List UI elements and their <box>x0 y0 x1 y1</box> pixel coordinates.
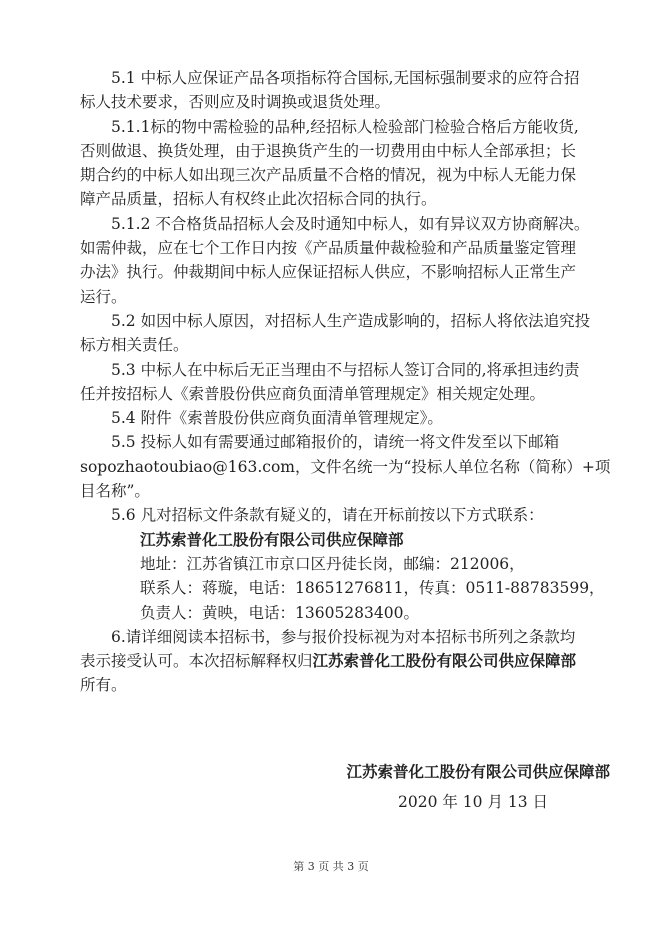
text-line: 江苏索普化工股份有限公司供应保障部 <box>140 529 404 549</box>
text-line: 障产品质量，招标人有权终止此次招标合同的执行。 <box>80 190 437 209</box>
text-line: 5.2 如因中标人原因，对招标人生产造成影响的，招标人将依法追究投 <box>111 311 591 330</box>
paragraph-5-4 <box>80 406 600 430</box>
document-body <box>80 66 611 698</box>
text-line: 期合约的中标人如出现三次产品质量不合格的情况，视为中标人无能力保 <box>80 166 577 185</box>
paragraph-5-1 <box>80 66 600 115</box>
text-line: 标方相关责任。 <box>80 336 189 355</box>
text-line: 任并按招标人《索普股份供应商负面清单管理规定》相关规定处理。 <box>80 384 546 403</box>
paragraph-5-2 <box>80 309 600 358</box>
text-line: 所有。 <box>80 676 127 695</box>
text-line: 联系人：蒋璇，电话：18651276811，传真：0511-88783599， <box>140 579 605 598</box>
text-line: 如需仲裁，应在七个工作日内按《产品质量仲裁检验和产品质量鉴定管理 <box>80 239 577 258</box>
paragraph-5-1-1 <box>80 115 600 212</box>
text-line: 否则做退、换货处理，由于退换货产生的一切费用由中标人全部承担；长 <box>80 141 577 160</box>
paragraph-5-5 <box>80 430 611 503</box>
text-line: 目名称”。 <box>80 482 150 501</box>
text-line: 5.4 附件《索普股份供应商负面清单管理规定》。 <box>111 409 443 428</box>
text-line: 表示接受认可。本次招标解释权归江苏索普化工股份有限公司供应保障部 <box>80 651 577 671</box>
text-line: 标人技术要求，否则应及时调换或退货处理。 <box>80 93 391 112</box>
company-name: 江苏索普化工股份有限公司供应保障部 <box>312 651 577 671</box>
text-line: 地址：江苏省镇江市京口区丹徒长岗，邮编：212006， <box>140 554 525 573</box>
text-line: 5.6 凡对招标文件条款有疑义的，请在开标前按以下方式联系： <box>111 506 544 525</box>
text-line: sopozhaotoubiao@163.com，文件名统一为“投标人单位名称（简称）+项 <box>80 457 611 476</box>
text-line: 运行。 <box>80 287 127 306</box>
paragraph-contact <box>80 528 605 625</box>
signature-date: 2020 年 10 月 13 日 <box>398 793 549 811</box>
text-line: 5.1 中标人应保证产品各项指标符合国标,无国标强制要求的应符合招 <box>111 69 580 87</box>
page-number: 第 3 页 共 3 页 <box>293 860 369 873</box>
text-line: 5.1.2 不合格货品招标人会及时通知中标人，如有异议双方协商解决。 <box>111 214 590 233</box>
text-line: 5.1.1标的物中需检验的品种,经招标人检验部门检验合格后方能收货, <box>111 117 579 136</box>
paragraph-6 <box>80 625 600 698</box>
text-line: 负责人：黄映，电话：13605283400。 <box>140 603 419 622</box>
text-line: 6.请详细阅读本招标书，参与报价投标视为对本招标书所列之条款均 <box>111 627 576 646</box>
paragraph-5-6 <box>80 503 600 527</box>
text-line: 办法》执行。仲裁期间中标人应保证招标人供应，不影响招标人正常生产 <box>80 263 577 282</box>
paragraph-5-3 <box>80 358 600 407</box>
paragraph-5-1-2 <box>80 212 600 309</box>
signature-company: 江苏索普化工股份有限公司供应保障部 <box>346 762 610 781</box>
text-line: 5.3 中标人在中标后无正当理由不与招标人签订合同的,将承担违约责 <box>111 360 580 379</box>
text-line: 5.5 投标人如有需要通过邮箱报价的，请统一将文件发至以下邮箱 <box>111 433 560 452</box>
